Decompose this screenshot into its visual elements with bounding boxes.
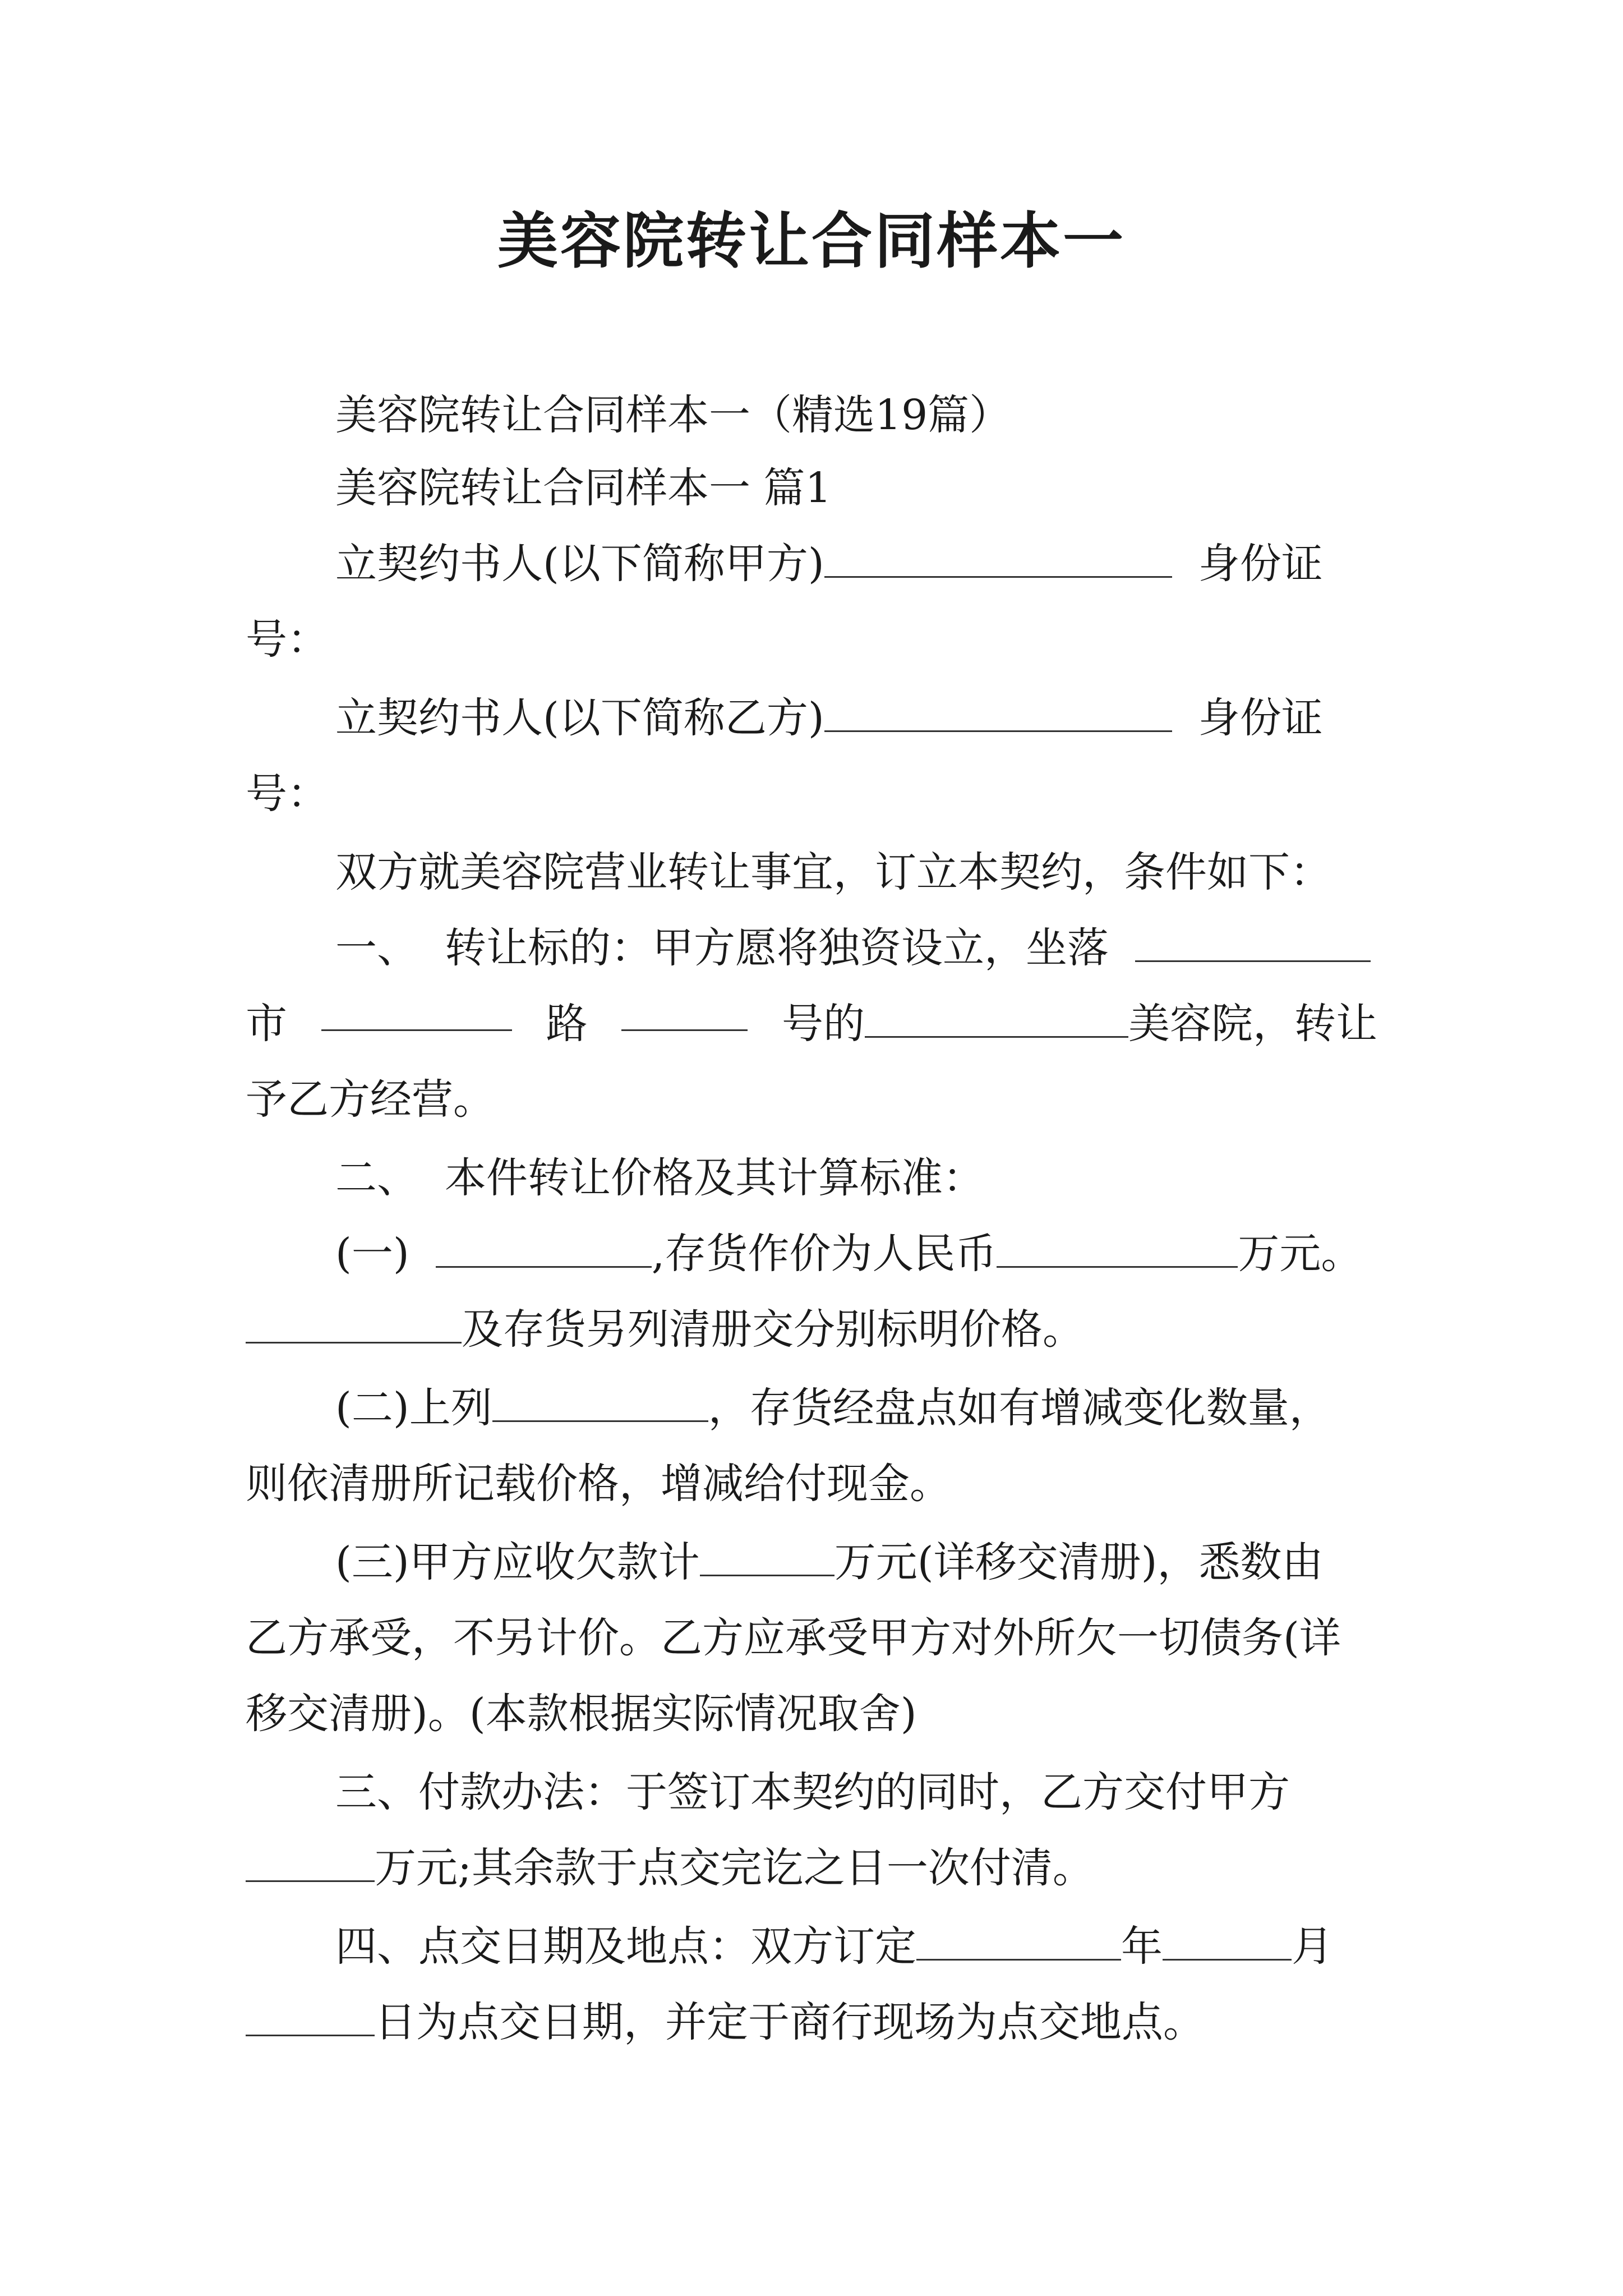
clause-1-text: 一、 转让标的：甲方愿将独资设立，坐落: [335, 924, 1109, 972]
day-blank: [246, 2001, 375, 2036]
text-line: 及存货另列清册交分别标明价格。: [246, 1301, 1084, 1358]
item-1-line: (一) ,存货作价为人民币 万元。: [335, 1230, 1363, 1278]
price-blank: [997, 1232, 1238, 1268]
subtitle-line: 美容院转让合同样本一（精选19篇）: [335, 391, 1011, 439]
payment-blank: [246, 1847, 375, 1882]
road-blank: [621, 996, 748, 1031]
city-blank: [321, 996, 512, 1031]
clause-3-line: 三、付款办法：于签订本契约的同时，乙方交付甲方: [335, 1768, 1290, 1816]
item-2-blank: [492, 1387, 708, 1422]
clause-4-line: 四、点交日期及地点：双方订定 年 月: [335, 1922, 1333, 1971]
party-a-label: 立契约书人(以下简称甲方): [335, 540, 824, 588]
inventory-blank: [246, 1308, 462, 1343]
receivable-blank: [700, 1541, 834, 1576]
text-line: 号：: [246, 615, 329, 664]
month-blank: [1163, 1925, 1292, 1961]
item-2-line: (二)上列 ，存货经盘点如有增减变化数量，: [335, 1384, 1331, 1432]
party-b-label: 立契约书人(以下简称乙方): [335, 694, 824, 742]
location-blank: [1135, 927, 1371, 962]
text-line: 日为点交日期，并定于商行现场为点交地点。: [246, 1994, 1205, 2050]
section-heading: 美容院转让合同样本一 篇1: [335, 464, 832, 512]
year-blank: [916, 1925, 1121, 1961]
text-line: 移交清册)。(本款根据实际情况取舍): [246, 1690, 917, 1738]
clause-1-line: [335, 920, 1371, 976]
city-label: 市: [246, 1000, 287, 1048]
number-label: 号的 美容院，转让: [782, 1000, 1377, 1048]
address-line: [246, 996, 1377, 1052]
item-1-blank: [436, 1232, 652, 1268]
clause-2-heading: 二、 本件转让价格及其计算标准：: [335, 1154, 985, 1202]
salon-name-blank: [865, 1002, 1128, 1038]
id-label: 身份证: [1198, 694, 1323, 742]
road-label: 路: [546, 1000, 588, 1048]
document-title: 美容院转让合同样本一: [497, 206, 1126, 277]
text-line: 则依清册所记载价格，增减给付现金。: [246, 1460, 951, 1508]
id-label: 身份证: [1198, 540, 1323, 588]
party-b-blank: [824, 697, 1172, 732]
text-line: 号：: [246, 770, 329, 818]
party-a-line: [335, 536, 1323, 592]
text-line: 万元;其余款于点交完讫之日一次付清。: [246, 1840, 1094, 1896]
party-a-blank: [824, 542, 1172, 578]
text-line: 双方就美容院营业转让事宜，订立本契约，条件如下：: [335, 848, 1331, 896]
party-b-line: [335, 690, 1323, 746]
text-line: 乙方承受，不另计价。乙方应承受甲方对外所欠一切债务(详: [246, 1614, 1341, 1662]
item-3-line: (三)甲方应收欠款计 万元(详移交清册)，悉数由: [335, 1538, 1324, 1586]
text-line: 予乙方经营。: [246, 1075, 495, 1124]
